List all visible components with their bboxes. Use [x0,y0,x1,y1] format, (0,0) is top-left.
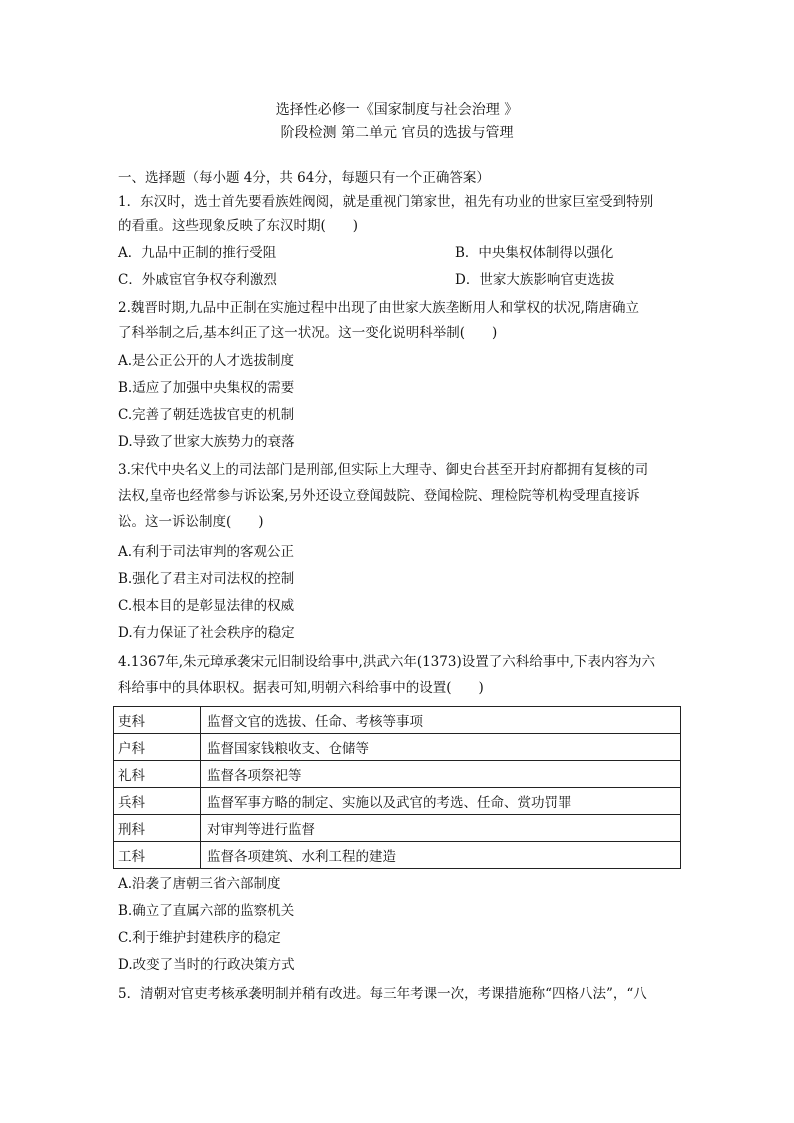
question-3-option-b: B.强化了君主对司法权的控制 [118,571,295,587]
table-row [114,842,681,869]
question-4-option-b: B.确立了直属六部的监察机关 [118,903,295,919]
table-cell-duty: 监督各项祭祀等 [201,761,681,788]
question-2-option-d: D.导致了世家大族势力的衰落 [118,434,295,450]
table-cell-department: 礼科 [114,761,201,788]
question-4-option-d: D.改变了当时的行政决策方式 [118,957,295,973]
question-1-option-b: B．中央集权体制得以强化 [455,245,614,261]
question-2-stem: 2.魏晋时期,九品中正制在实施过程中出现了由世家大族垄断用人和掌权的状况,隋唐确立 [118,300,639,316]
section-heading: 一、选择题（每小题 4分，共 64分，每题只有一个正确答案） [118,170,490,186]
question-3-stem-cont: 法权,皇帝也经常参与诉讼案,另外还设立登闻鼓院、登闻检院、理检院等机构受理直接诉 [118,488,640,504]
question-3-option-c: C.根本目的是彰显法律的权威 [118,598,295,614]
question-1-option-a: A．九品中正制的推行受阻 [118,245,277,261]
question-3-stem-end: 讼。这一诉讼制度( ) [118,514,264,530]
question-1-stem-cont: 的看重。这些现象反映了东汉时期( ) [118,218,359,234]
question-1-option-c: C．外戚宦官争权夺利激烈 [118,272,277,288]
table-row [114,761,681,788]
table-row [114,734,681,761]
table-cell-duty: 监督各项建筑、水利工程的建造 [201,842,681,869]
question-2-option-b: B.适应了加强中央集权的需要 [118,380,295,396]
table-cell-department: 工科 [114,842,201,869]
question-4-stem: 4.1367年,朱元璋承袭宋元旧制设给事中,洪武六年(1373)设置了六科给事中,下表内容为六 [118,654,655,670]
question-4-option-a: A.沿袭了唐朝三省六部制度 [118,876,281,892]
table-cell-department: 户科 [114,734,201,761]
table-cell-duty: 监督国家钱粮收支、仓储等 [201,734,681,761]
question-3-option-d: D.有力保证了社会秩序的稳定 [118,625,295,641]
table-cell-duty: 监督文官的选拔、任命、考核等事项 [201,707,681,734]
document-title: 选择性必修一《国家制度与社会治理 》 [275,102,519,118]
table-cell-department: 刑科 [114,815,201,842]
question-1-option-d: D．世家大族影响官吏选拔 [455,272,615,288]
question-2-option-c: C.完善了朝廷选拔官吏的机制 [118,407,295,423]
question-4-stem-cont: 科给事中的具体职权。据表可知,明朝六科给事中的设置( ) [118,680,484,696]
table-row [114,788,681,815]
question-1-stem: 1．东汉时，选士首先要看族姓阀阅，就是重视门第家世，祖先有功业的世家巨室受到特别 [118,194,654,210]
question-3-option-a: A.有利于司法审判的客观公正 [118,544,295,560]
table-row [114,815,681,842]
table-cell-duty: 对审判等进行监督 [201,815,681,842]
six-departments-table [113,706,681,869]
table-cell-department: 吏科 [114,707,201,734]
question-5-stem: 5．清朝对官吏考核承袭明制并稍有改进。每三年考课一次，考课措施称“四格八法”，“八 [118,986,647,1002]
table-cell-department: 兵科 [114,788,201,815]
document-subtitle: 阶段检测 第二单元 官员的选拔与管理 [280,125,514,141]
question-2-stem-cont: 了科举制之后,基本纠正了这一状况。这一变化说明科举制( ) [118,325,498,341]
question-4-option-c: C.利于维护封建秩序的稳定 [118,930,281,946]
question-2-option-a: A.是公正公开的人才选拔制度 [118,353,295,369]
table-cell-duty: 监督军事方略的制定、实施以及武官的考选、任命、赏功罚罪 [201,788,681,815]
table-row [114,707,681,734]
question-3-stem: 3.宋代中央名义上的司法部门是刑部,但实际上大理寺、御史台甚至开封府都拥有复核的司 [118,462,649,478]
